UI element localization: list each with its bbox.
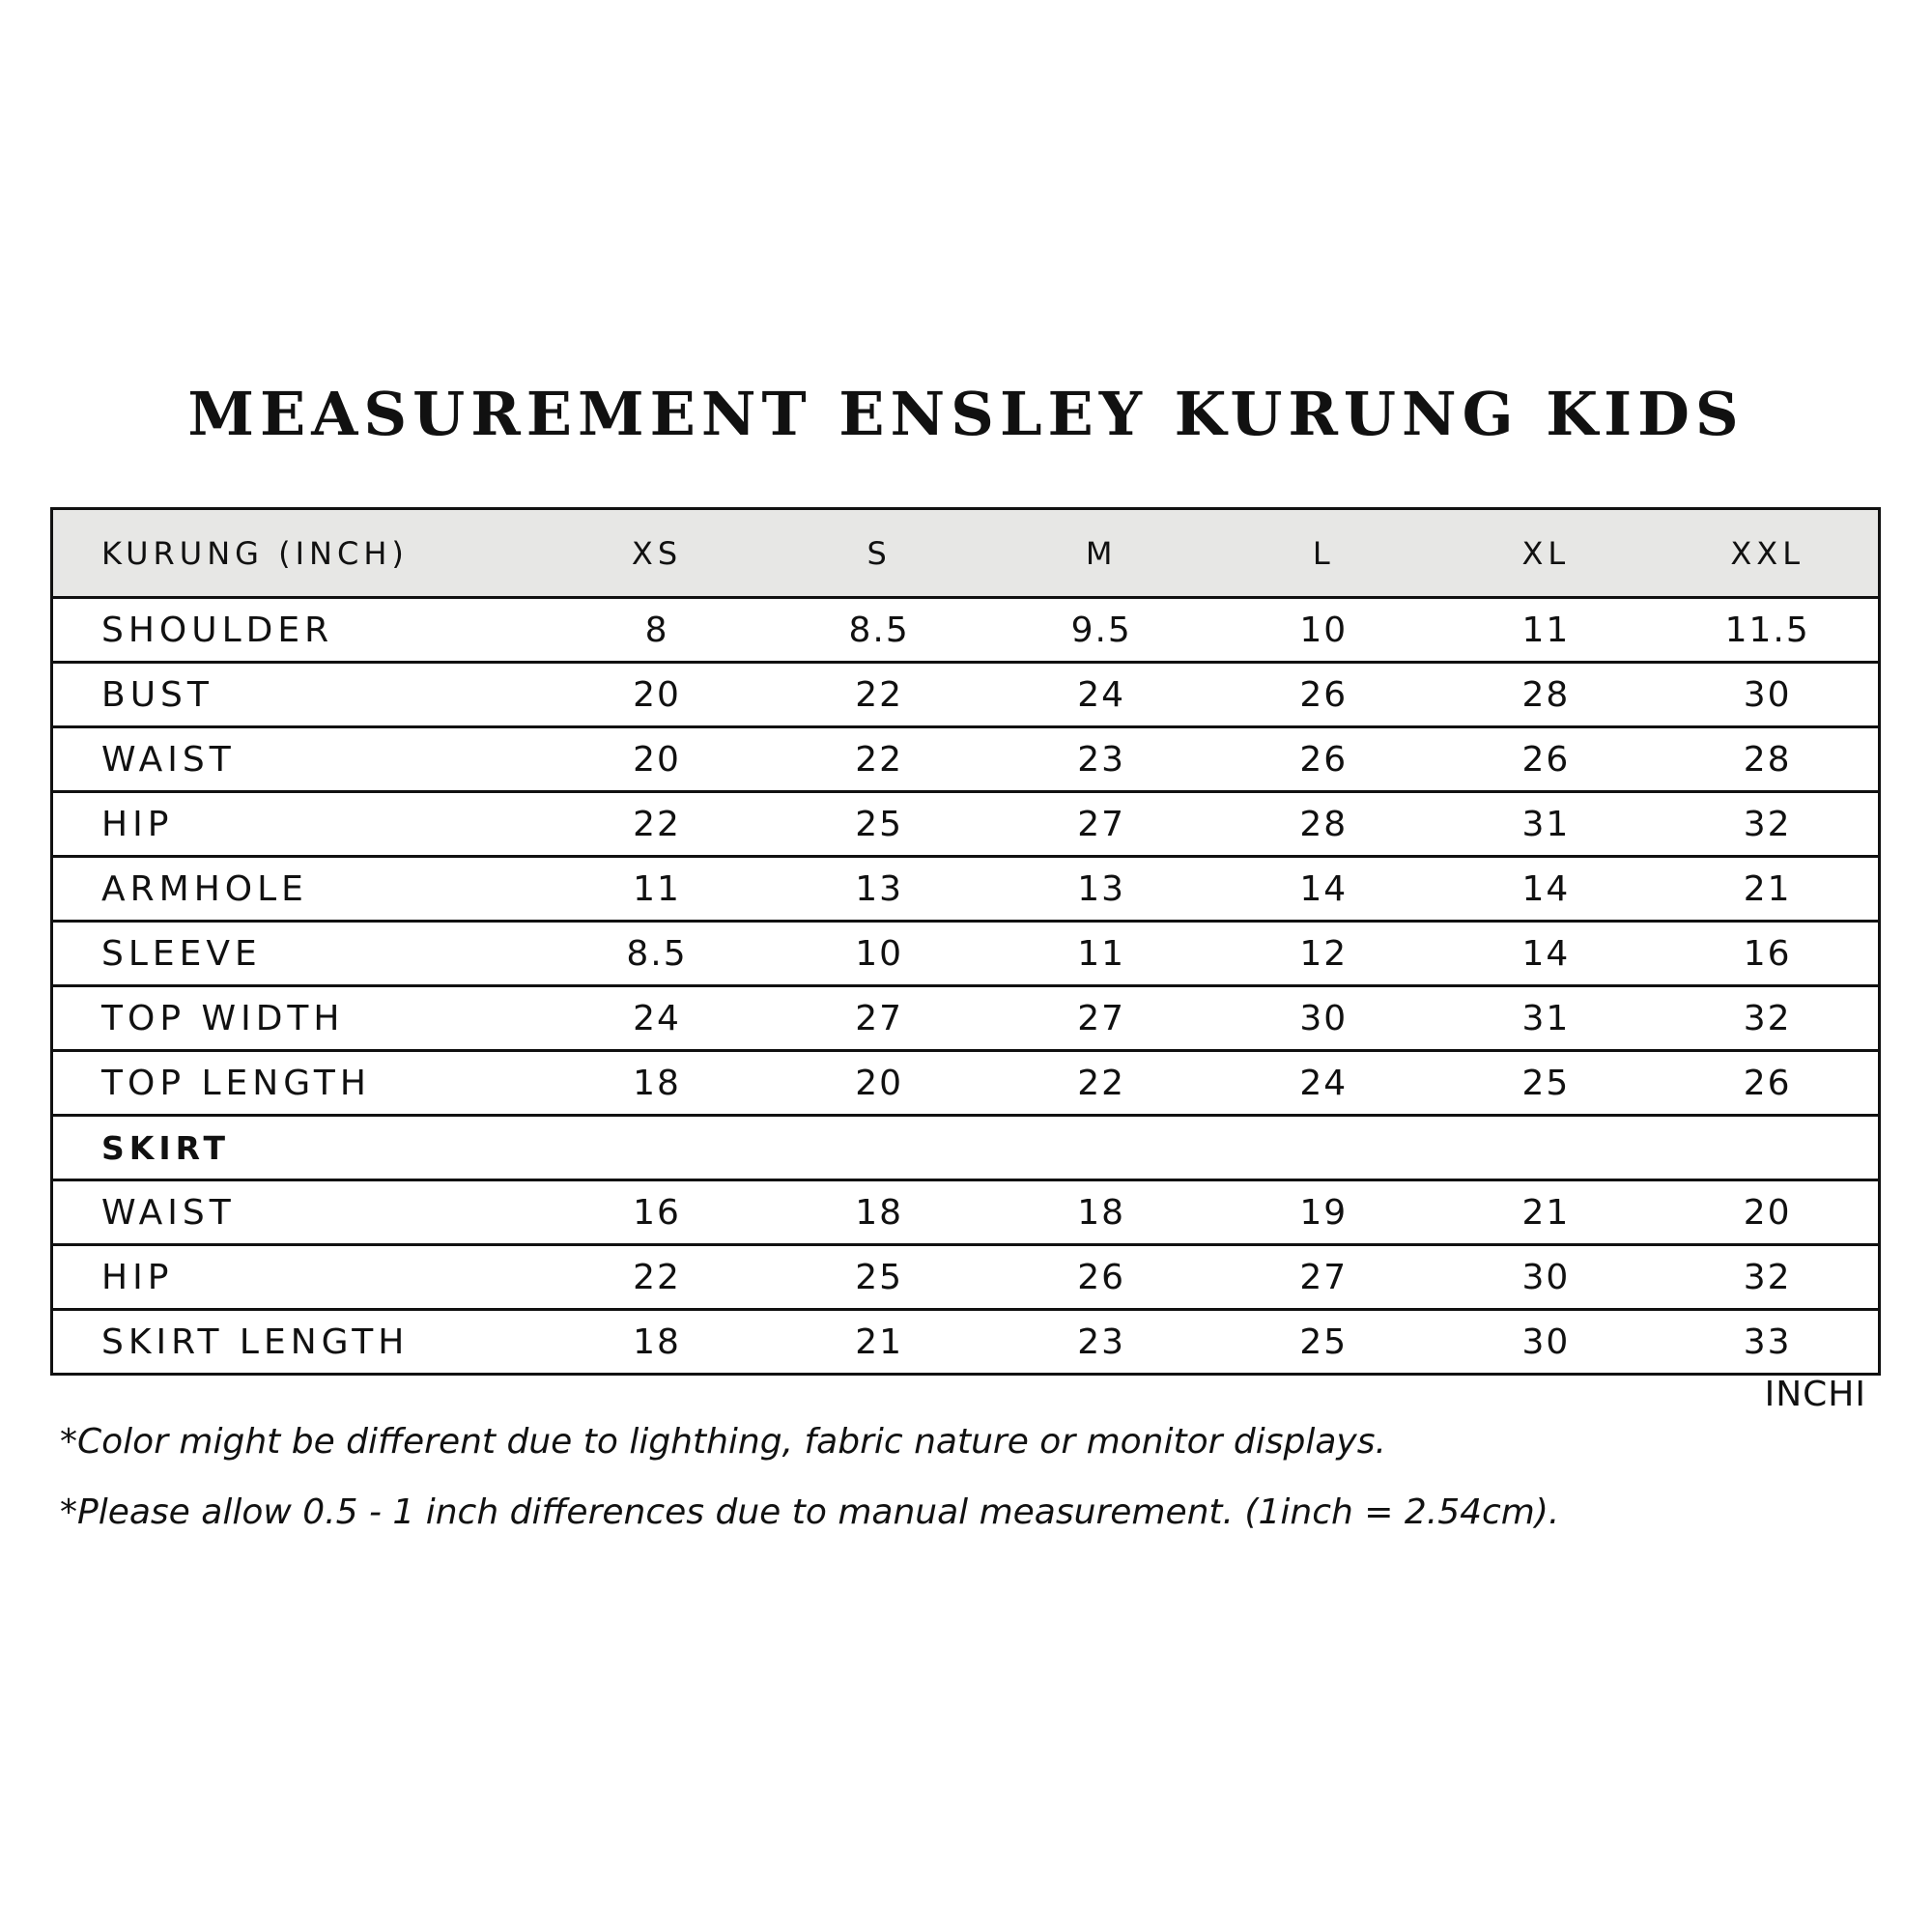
value-cell: 24: [990, 663, 1212, 727]
value-cell: 27: [990, 986, 1212, 1051]
value-cell: 23: [990, 1310, 1212, 1375]
table-row: [52, 1245, 1880, 1310]
value-cell: 32: [1657, 986, 1879, 1051]
value-cell: 10: [768, 922, 990, 986]
value-cell: 32: [1657, 792, 1879, 857]
table-row: [52, 1180, 1880, 1245]
value-cell: 25: [768, 792, 990, 857]
value-cell: 22: [768, 663, 990, 727]
value-cell: 10: [1212, 598, 1435, 663]
value-cell: 30: [1435, 1310, 1657, 1375]
row-label: WAIST: [52, 727, 547, 792]
value-cell: 8.5: [768, 598, 990, 663]
row-label: HIP: [52, 792, 547, 857]
value-cell: 28: [1435, 663, 1657, 727]
value-cell: 20: [1657, 1180, 1879, 1245]
value-cell: 18: [546, 1310, 768, 1375]
value-cell: 16: [1657, 922, 1879, 986]
value-cell: 30: [1657, 663, 1879, 727]
value-cell: 11: [990, 922, 1212, 986]
row-label: HIP: [52, 1245, 547, 1310]
header-cell-xl: XL: [1435, 509, 1657, 598]
row-label: SKIRT LENGTH: [52, 1310, 547, 1375]
value-cell: 30: [1435, 1245, 1657, 1310]
color-note: *Color might be different due to lighthing, fabric nature or monitor displays.: [60, 1422, 1386, 1462]
value-cell: 26: [1212, 663, 1435, 727]
value-cell: 18: [990, 1180, 1212, 1245]
row-label: TOP WIDTH: [52, 986, 547, 1051]
value-cell: 26: [1212, 727, 1435, 792]
value-cell: 8.5: [546, 922, 768, 986]
table-row: [52, 727, 1880, 792]
value-cell: 9.5: [990, 598, 1212, 663]
row-label: BUST: [52, 663, 547, 727]
page-title: MEASUREMENT ENSLEY KURUNG KIDS: [187, 379, 1745, 449]
value-cell: 26: [1435, 727, 1657, 792]
value-cell: 12: [1212, 922, 1435, 986]
table-row: [52, 792, 1880, 857]
value-cell: 22: [990, 1051, 1212, 1116]
value-cell: 27: [768, 986, 990, 1051]
value-cell: 24: [1212, 1051, 1435, 1116]
table-row: [52, 663, 1880, 727]
header-cell-m: M: [990, 509, 1212, 598]
value-cell: 20: [768, 1051, 990, 1116]
value-cell: 19: [1212, 1180, 1435, 1245]
header-cell-xs: XS: [546, 509, 768, 598]
value-cell: 25: [768, 1245, 990, 1310]
value-cell: 22: [546, 1245, 768, 1310]
table-header-row: [52, 509, 1880, 598]
value-cell: 28: [1657, 727, 1879, 792]
value-cell: 25: [1435, 1051, 1657, 1116]
table-row: [52, 857, 1880, 922]
value-cell: 21: [768, 1310, 990, 1375]
table-row: [52, 986, 1880, 1051]
header-cell-xxl: XXL: [1657, 509, 1879, 598]
header-cell-l: L: [1212, 509, 1435, 598]
header-cell-label: KURUNG (INCH): [52, 509, 547, 598]
value-cell: 23: [990, 727, 1212, 792]
table-row: [52, 598, 1880, 663]
value-cell: 33: [1657, 1310, 1879, 1375]
table-row: [52, 922, 1880, 986]
row-label: SLEEVE: [52, 922, 547, 986]
row-label: TOP LENGTH: [52, 1051, 547, 1116]
table-body: [52, 598, 1880, 1375]
value-cell: 18: [768, 1180, 990, 1245]
value-cell: 21: [1657, 857, 1879, 922]
value-cell: 31: [1435, 986, 1657, 1051]
measurement-note: *Please allow 0.5 - 1 inch differences due to manual measurement. (1inch = 2.54cm).: [60, 1492, 1560, 1532]
table-row: [52, 1051, 1880, 1116]
row-label: WAIST: [52, 1180, 547, 1245]
value-cell: 24: [546, 986, 768, 1051]
value-cell: 18: [546, 1051, 768, 1116]
value-cell: 22: [546, 792, 768, 857]
value-cell: 26: [990, 1245, 1212, 1310]
value-cell: 16: [546, 1180, 768, 1245]
value-cell: 8: [546, 598, 768, 663]
value-cell: 30: [1212, 986, 1435, 1051]
unit-note: INCHI: [1764, 1375, 1866, 1414]
value-cell: 20: [546, 727, 768, 792]
value-cell: 14: [1435, 922, 1657, 986]
value-cell: 21: [1435, 1180, 1657, 1245]
value-cell: 11.5: [1657, 598, 1879, 663]
value-cell: 28: [1212, 792, 1435, 857]
value-cell: 27: [990, 792, 1212, 857]
section-label-skirt: SKIRT: [52, 1116, 1880, 1180]
section-row: [52, 1116, 1880, 1180]
value-cell: 11: [1435, 598, 1657, 663]
value-cell: 32: [1657, 1245, 1879, 1310]
value-cell: 13: [990, 857, 1212, 922]
row-label: SHOULDER: [52, 598, 547, 663]
size-table: [50, 507, 1881, 1376]
value-cell: 14: [1435, 857, 1657, 922]
value-cell: 14: [1212, 857, 1435, 922]
value-cell: 27: [1212, 1245, 1435, 1310]
value-cell: 31: [1435, 792, 1657, 857]
value-cell: 25: [1212, 1310, 1435, 1375]
value-cell: 20: [546, 663, 768, 727]
value-cell: 13: [768, 857, 990, 922]
value-cell: 11: [546, 857, 768, 922]
header-cell-s: S: [768, 509, 990, 598]
row-label: ARMHOLE: [52, 857, 547, 922]
value-cell: 22: [768, 727, 990, 792]
table-row: [52, 1310, 1880, 1375]
value-cell: 26: [1657, 1051, 1879, 1116]
